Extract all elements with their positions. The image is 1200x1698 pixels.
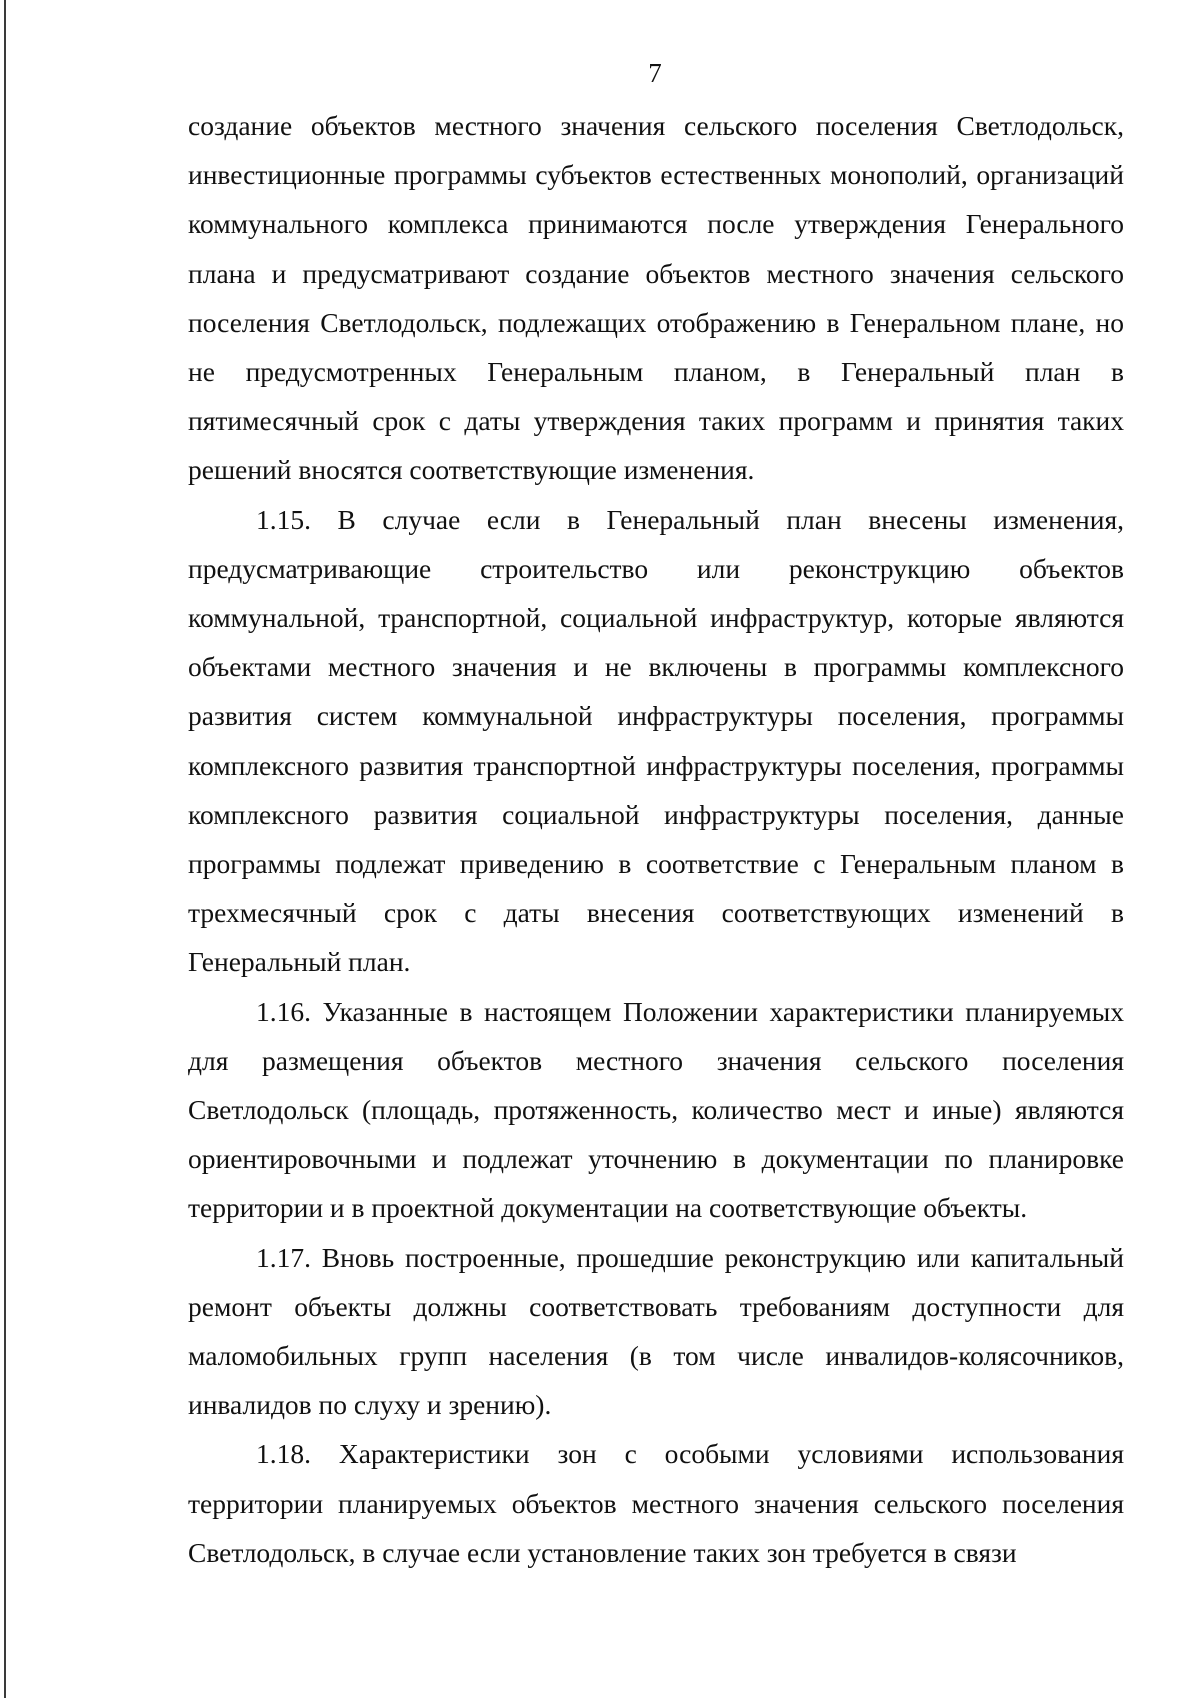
paragraph-1-17: 1.17. Вновь построенные, прошедшие реконструкцию или капитальный ремонт объекты должны соответствовать требованиям доступности для маломобильных групп населения (в том числе инвалидов-колясочников, инвалидов по слуху и зрению).: [188, 1241, 1124, 1421]
scan-edge-line: [4, 0, 6, 1698]
page-number: 7: [648, 58, 662, 88]
paragraph-1-16: 1.16. Указанные в настоящем Положении характеристики планируемых для размещения объектов местного значения сельского поселения Светлодольск (площадь, протяженность, количество мест и иные) являются ориентировочными и подлежат уточнению в документации по планировке территории и в проектной документации на соответствующие объекты.: [188, 995, 1124, 1224]
paragraph-1-15: 1.15. В случае если в Генеральный план внесены изменения, предусматривающие строительство или реконструкцию объектов коммунальной, транспортной, социальной инфраструктур, которые являются объектами местного значения и не включены в программы комплексного развития систем коммунальной инфраструктуры поселения, программы комплексного развития транспортной инфраструктуры поселения, программы комплексного развития социальной инфраструктуры поселения, данные программы подлежат приведению в соответствие с Генеральным планом в трехмесячный срок с даты внесения соответствующих изменений в Генеральный план.: [188, 503, 1124, 978]
document-body: [188, 101, 1124, 1577]
paragraph-1-18: 1.18. Характеристики зон с особыми условиями использования территории планируемых объектов местного значения сельского поселения Светлодольск, в случае если установление таких зон требуется в связи: [188, 1438, 1124, 1568]
paragraph-continuation: создание объектов местного значения сельского поселения Светлодольск, инвестиционные программы субъектов естественных монополий, организаций коммунального комплекса принимаются после утверждения Генерального плана и предусматривают создание объектов местного значения сельского поселения Светлодольск, подлежащих отображению в Генеральном плане, но не предусмотренных Генеральным планом, в Генеральный план в пятимесячный срок с даты утверждения таких программ и принятия таких решений вносятся соответствующие изменения.: [188, 110, 1124, 486]
